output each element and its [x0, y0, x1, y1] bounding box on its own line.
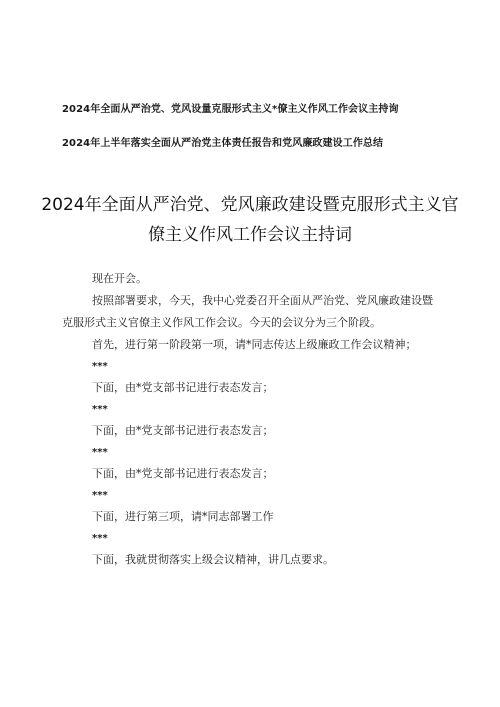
paragraph-open: 现在开会。 [92, 272, 147, 285]
separator: *** [92, 490, 108, 501]
title-line-1: 2024年全面从严治党、党风廉政建设暨克服形式主义官 [41, 195, 459, 215]
paragraph-first-item: 首先，进行第一阶段第一项，请*同志传达上级廉政工作会议精神； [92, 338, 417, 351]
document-body [62, 268, 442, 571]
paragraph-branch-statement: 下面，由*党支部书记进行表态发言； [92, 381, 274, 394]
toc-link-2[interactable]: 2024年上半年落实全面从严治党主体责任报告和党风廉政建设工作总结 [62, 138, 384, 149]
separator: *** [92, 361, 108, 372]
document-title [40, 190, 460, 250]
separator: *** [92, 533, 108, 544]
paragraph-intro: 按照部署要求，今天，我中心党委召开全面从严治党、党风廉政建设暨克服形式主义官僚主义作风工作会议。今天的会议分为三个阶段。 [62, 294, 433, 329]
paragraph-requirements: 下面，我就贯彻落实上级会议精神，讲几点要求。 [92, 553, 334, 566]
toc-link-1[interactable]: 2024年全面从严治党、党风设量克服形式主义*僚主义作风工作会议主持询 [62, 104, 399, 115]
title-line-2: 僚主义作风工作会议主持词 [148, 225, 352, 245]
paragraph-branch-statement: 下面，由*党支部书记进行表态发言； [92, 467, 274, 480]
separator: *** [92, 404, 108, 415]
paragraph-branch-statement: 下面，由*党支部书记进行表态发言； [92, 424, 274, 437]
separator: *** [92, 447, 108, 458]
paragraph-third-item: 下面，进行第三项，请*同志部署工作 [92, 510, 274, 523]
